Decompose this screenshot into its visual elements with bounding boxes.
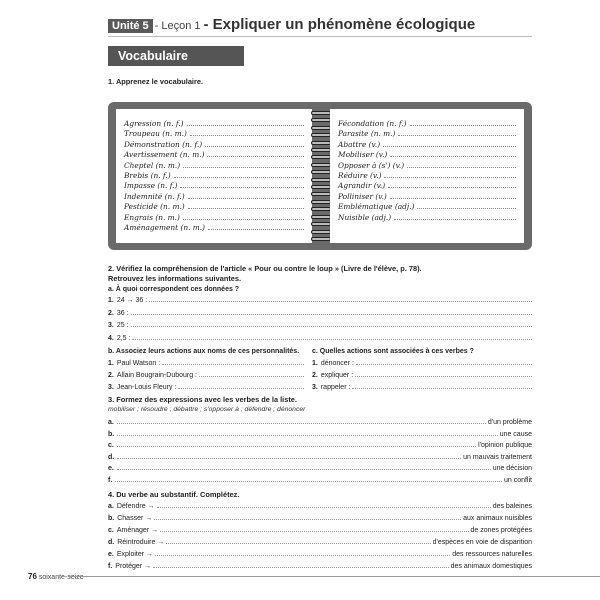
item-number: 3.: [108, 322, 114, 329]
item-number: f.: [108, 476, 113, 484]
exercise-row: [108, 514, 532, 522]
item-prompt: Protéger →: [115, 563, 152, 570]
vocabulary-notebook: [108, 102, 532, 250]
spiral-ring: [311, 230, 331, 234]
item-ending: un mauvais traitement: [463, 453, 532, 461]
item-ending: aux animaux nuisibles: [463, 515, 532, 522]
vocab-entry: [124, 161, 304, 171]
answer-line[interactable]: [190, 130, 304, 136]
spiral-ring: [311, 192, 331, 196]
item-prompt: 2,5 :: [116, 334, 131, 342]
answer-line[interactable]: [115, 476, 502, 482]
vocab-term: Troupeau (n. m.): [124, 129, 187, 139]
exercise-row: [108, 502, 532, 510]
item-ending: de zones protégées: [470, 527, 532, 534]
spiral-ring: [311, 200, 331, 204]
answer-line[interactable]: [207, 151, 304, 157]
item-number: f.: [108, 563, 113, 570]
vocab-term: Fécondation (n. f.): [338, 119, 407, 128]
lesson-separator: -: [154, 20, 159, 32]
item-prompt: Réintroduire →: [117, 539, 165, 546]
item-number: 4.: [108, 334, 114, 342]
answer-line[interactable]: [390, 193, 516, 199]
answer-line[interactable]: [208, 224, 304, 230]
answer-line[interactable]: [188, 203, 304, 209]
vocab-term: Aménagement (n. m.): [124, 222, 206, 232]
page-title: - Expliquer un phénomène écologique: [203, 16, 476, 33]
exercise-row: [108, 453, 532, 461]
answer-line[interactable]: [155, 550, 450, 556]
answer-line[interactable]: [157, 502, 491, 508]
vocab-entry: [124, 192, 304, 202]
answer-line[interactable]: [117, 464, 491, 470]
vocab-term: Brebis (n. f.): [124, 170, 171, 180]
spiral-ring: [311, 222, 331, 226]
answer-line[interactable]: [174, 172, 304, 178]
item-prompt: 25 :: [116, 322, 129, 329]
exercise-row: [108, 464, 532, 472]
footer-divider: [68, 576, 600, 577]
exercise-row: [108, 526, 532, 534]
vocab-term: Emblématique (adj.): [338, 202, 415, 212]
item-number: 2.: [108, 309, 114, 317]
vocab-term: Abattre (v.): [338, 139, 381, 149]
spiral-ring: [311, 126, 331, 130]
vocab-entry: [338, 171, 516, 181]
item-prompt: rappeler :: [320, 384, 351, 391]
vocab-entry: [124, 213, 304, 223]
notebook-right-page: [330, 109, 524, 243]
vocab-entry: [124, 171, 304, 181]
vocab-entry: [338, 129, 516, 139]
answer-line[interactable]: [117, 453, 461, 459]
exercise-row: [312, 371, 532, 379]
item-prompt: Chasser →: [117, 515, 153, 522]
vocab-term: Avertissement (n. m.): [124, 150, 205, 160]
vocab-entry: [124, 223, 304, 233]
answer-line[interactable]: [160, 526, 468, 532]
spiral-ring: [311, 215, 331, 219]
vocab-term: Agrandir (v.): [338, 181, 386, 191]
vocab-entry: [124, 202, 304, 212]
answer-line[interactable]: [394, 214, 516, 220]
vocab-term: Pesticide (n. m.): [124, 202, 185, 212]
vocab-entry: [338, 161, 516, 171]
exercise-row: [108, 430, 532, 438]
item-number: b.: [108, 515, 115, 522]
item-prompt: Jean-Louis Fleury :: [116, 384, 177, 391]
vocab-entry: [124, 150, 304, 160]
item-number: 2.: [312, 372, 318, 379]
exercise-row: [108, 371, 304, 379]
item-ending: d'espèces en voie de disparition: [432, 539, 532, 546]
answer-line[interactable]: [131, 309, 532, 315]
question-2b-title: b. Associez leurs actions aux noms de ces personnalités.: [108, 348, 300, 355]
item-ending: des animaux domestiques: [450, 563, 532, 570]
vocab-entry: [124, 140, 304, 150]
answer-line[interactable]: [183, 214, 304, 220]
vocab-term: Nuisible (adj.): [338, 212, 392, 222]
answer-line[interactable]: [162, 359, 304, 365]
spiral-ring: [311, 163, 331, 167]
answer-line[interactable]: [188, 193, 304, 199]
notebook-left-page: [116, 109, 312, 243]
question-2c-title: c. Quelles actions sont associées à ces verbes ?: [312, 348, 474, 355]
vocab-term: Agression (n. f.): [124, 119, 184, 128]
exercise-row: [108, 321, 532, 329]
exercise-row: [108, 383, 304, 391]
spiral-ring: [311, 237, 331, 241]
spiral-binding: [310, 109, 332, 243]
answer-line[interactable]: [153, 562, 449, 568]
vocab-entry: [338, 140, 516, 150]
question-4-title: 4. Du verbe au substantif. Complétez.: [108, 490, 240, 499]
question-2a-title: a. À quoi correspondent ces données ?: [108, 286, 240, 293]
item-ending: d'un problème: [487, 419, 532, 426]
item-number: c.: [108, 442, 114, 449]
spiral-ring: [311, 118, 331, 122]
answer-line[interactable]: [205, 141, 304, 147]
exercise-row: [108, 476, 532, 484]
question-3-verb-list: mobiliser ; résoudre ; débattre ; s'opposer à ; défendre ; dénoncer: [108, 406, 306, 413]
item-prompt: Défendre →: [116, 503, 155, 510]
vocab-term: Indemnité (n. f.): [124, 191, 185, 201]
item-prompt: 24 → 36 :: [116, 297, 148, 304]
vocab-term: Polliniser (v.): [338, 191, 387, 201]
spiral-ring: [311, 170, 331, 174]
answer-line[interactable]: [183, 162, 304, 168]
vocab-term: Démonstration (n. f.): [124, 139, 203, 149]
answer-line[interactable]: [166, 538, 430, 544]
spiral-ring: [311, 133, 331, 137]
header-divider: [108, 36, 532, 37]
answer-line[interactable]: [355, 371, 532, 377]
item-ending: une décision: [492, 465, 532, 472]
answer-line[interactable]: [154, 514, 461, 520]
answer-line[interactable]: [383, 141, 516, 147]
item-prompt: expliquer :: [320, 372, 354, 379]
item-number: 2.: [108, 372, 114, 379]
exercise-row: [108, 538, 532, 546]
question-1-title: 1. Apprenez le vocabulaire.: [108, 77, 204, 86]
exercise-row: [108, 309, 532, 317]
question-2-title-line2: Retrouvez les informations suivantes.: [108, 273, 242, 283]
item-number: 3.: [108, 384, 114, 391]
vocab-list-left: [124, 119, 304, 233]
exercise-row: [108, 359, 304, 367]
item-prompt: Allain Bougrain-Dubourg :: [116, 372, 198, 379]
workbook-page: [68, 10, 532, 594]
answer-line[interactable]: [149, 296, 532, 302]
answer-line[interactable]: [417, 203, 516, 209]
vocab-term: Cheptel (n. m.): [124, 160, 181, 170]
vocab-entry: [338, 150, 516, 160]
item-ending: l'opinion publique: [478, 442, 532, 449]
section-tab-vocabulaire: Vocabulaire: [108, 46, 244, 66]
item-number: e.: [108, 551, 114, 558]
item-number: d.: [108, 453, 115, 461]
lesson-label: Leçon 1: [161, 20, 201, 32]
vocab-entry: [338, 213, 516, 223]
question-3-title: 3. Formez des expressions avec les verbes de la liste.: [108, 395, 297, 404]
answer-line[interactable]: [388, 182, 516, 188]
spiral-ring: [311, 178, 331, 182]
spiral-ring: [311, 207, 331, 211]
vocab-list-right: [338, 119, 516, 223]
vocab-entry: [124, 119, 304, 129]
page-number: 76: [28, 572, 37, 581]
exercise-row: [108, 441, 532, 449]
item-number: a.: [108, 419, 114, 426]
vocab-entry: [338, 181, 516, 191]
item-prompt: dénoncer :: [320, 360, 354, 367]
item-number: 1.: [312, 360, 318, 367]
item-number: e.: [108, 465, 114, 472]
exercise-row: [108, 418, 532, 426]
answer-line[interactable]: [407, 162, 516, 168]
exercise-row: [312, 383, 532, 391]
spiral-ring: [311, 148, 331, 152]
item-ending: un conflit: [503, 476, 532, 484]
vocab-term: Réduire (v.): [338, 170, 382, 180]
answer-line[interactable]: [398, 130, 516, 136]
item-number: 1.: [108, 360, 114, 367]
item-prompt: 36 :: [116, 309, 129, 317]
vocab-entry: [338, 192, 516, 202]
vocab-entry: [124, 129, 304, 139]
vocab-term: Mobiliser (v.): [338, 150, 388, 160]
item-ending: des baleines: [492, 503, 532, 510]
answer-line[interactable]: [410, 120, 516, 126]
page-header: [108, 16, 475, 33]
answer-line[interactable]: [117, 418, 486, 424]
item-number: a.: [108, 503, 114, 510]
exercise-row: [108, 562, 532, 570]
spiral-ring: [311, 141, 331, 145]
answer-line[interactable]: [352, 383, 532, 389]
exercise-row: [108, 334, 532, 342]
item-number: 3.: [312, 384, 318, 391]
exercise-row: [312, 359, 532, 367]
answer-line[interactable]: [180, 182, 304, 188]
vocab-entry: [124, 181, 304, 191]
vocab-term: Parasite (n. m.): [338, 129, 396, 139]
item-number: 1.: [108, 297, 114, 304]
item-prompt: Aménager →: [116, 527, 159, 534]
exercise-row: [108, 550, 532, 558]
answer-line[interactable]: [390, 151, 516, 157]
vocab-entry: [338, 119, 516, 129]
item-ending: des ressources naturelles: [452, 551, 532, 558]
item-number: d.: [108, 539, 115, 546]
vocab-entry: [338, 202, 516, 212]
spiral-ring: [311, 111, 331, 115]
question-2-title-line1: 2. Vérifiez la compréhension de l'article « Pour ou contre le loup » (Livre de l'élève, p. 78).: [108, 264, 422, 273]
vocab-term: Impasse (n. f.): [124, 181, 178, 191]
unit-badge: Unité 5: [108, 19, 153, 33]
answer-line[interactable]: [117, 441, 476, 447]
answer-line[interactable]: [384, 172, 516, 178]
spiral-ring: [311, 155, 331, 159]
vocab-term: Engrais (n. m.): [124, 212, 180, 222]
exercise-row: [108, 296, 532, 304]
vocab-term: Opposer à (s') (v.): [338, 160, 405, 170]
answer-line[interactable]: [117, 430, 497, 436]
item-ending: une cause: [499, 430, 532, 438]
answer-line[interactable]: [199, 371, 304, 377]
answer-line[interactable]: [178, 383, 304, 389]
page-number-words: soixante-seize: [38, 574, 84, 581]
answer-line[interactable]: [356, 359, 532, 365]
item-prompt: Paul Watson :: [116, 360, 161, 367]
answer-line[interactable]: [187, 120, 304, 126]
item-number: b.: [108, 430, 115, 438]
spiral-ring: [311, 185, 331, 189]
answer-line[interactable]: [131, 321, 532, 327]
question-2-title: [108, 264, 422, 284]
item-number: c.: [108, 527, 114, 534]
answer-line[interactable]: [132, 334, 532, 340]
item-prompt: Exploiter →: [116, 551, 154, 558]
